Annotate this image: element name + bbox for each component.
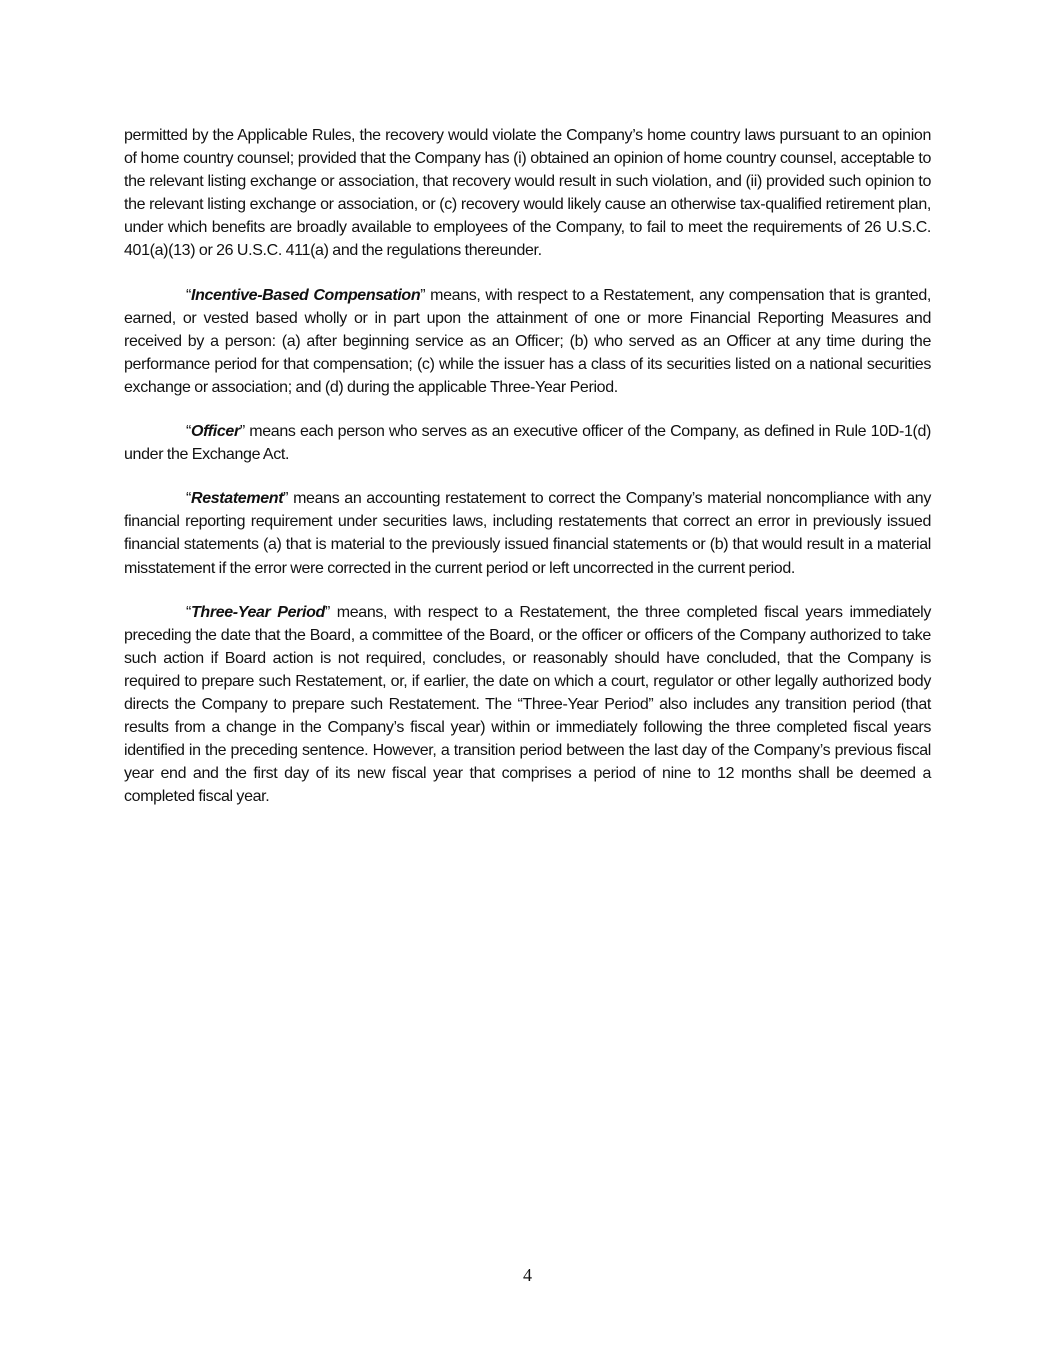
definition-body: means each person who serves as an executive officer of the Company, as defined in Rule 10D-1(d) under the Exchange Act.: [124, 423, 931, 464]
open-quote: “: [186, 423, 191, 441]
page-number: 4: [523, 1265, 532, 1285]
paragraph-applicable-rules: [124, 124, 931, 263]
definition-officer: [124, 420, 931, 466]
defined-term: Officer: [190, 423, 240, 441]
definition-three-year-period: [124, 601, 931, 809]
open-quote: “: [186, 286, 191, 304]
definition-incentive-based-compensation: [124, 284, 931, 399]
close-quote: ”: [239, 423, 245, 441]
close-quote: ”: [420, 286, 426, 304]
document-page: [124, 124, 931, 829]
definition-body: means an accounting restatement to correct the Company’s material noncompliance with any financial reporting requirement under securities laws, including restatements that correct an error in previously issued financial statements (a) that is material to the previously issued financial statements or (b) that would result in a material misstatement if the error were corrected in the current period or left uncorrected in the current period.: [124, 490, 931, 577]
defined-term: Three-Year Period: [190, 603, 325, 621]
open-quote: “: [186, 603, 191, 621]
definition-restatement: [124, 487, 931, 579]
defined-term: Incentive-Based Compensation: [190, 286, 421, 304]
defined-term: Restatement: [190, 490, 284, 508]
definition-body: means, with respect to a Restatement, the three completed fiscal years immediately preceding the date that the Board, a committee of the Board, or the officer or officers of the Company authorized to take such action if Board action is not required, concludes, or reasonably should have concluded, that the Company is required to prepare such Restatement, or, if earlier, the date on which a court, regulator or other legally authorized body directs the Company to prepare such Restatement. The “Three-Year Period” also includes any transition period (that results from a change in the Company’s fiscal year) within or immediately following the three completed fiscal years identified in the preceding sentence. However, a transition period between the last day of the Company’s previous fiscal year end and the first day of its new fiscal year that comprises a period of nine to 12 months shall be deemed a completed fiscal year.: [124, 603, 931, 806]
open-quote: “: [186, 490, 191, 508]
close-quote: ”: [283, 490, 289, 508]
close-quote: ”: [324, 603, 330, 621]
paragraph-body: permitted by the Applicable Rules, the recovery would violate the Company’s home country laws pursuant to an opinion of home country counsel; provided that the Company has (i) obtained an opinion of home country counsel, acceptable to the relevant listing exchange or association, that recovery would result in such violation, and (ii) provided such opinion to the relevant listing exchange or association, or (c) recovery would likely cause an otherwise tax-qualified retirement plan, under which benefits are broadly available to employees of the Company, to fail to meet the requirements of 26 U.S.C. 401(a)(13) or 26 U.S.C. 411(a) and the regulations thereunder.: [124, 127, 931, 260]
definition-body: means, with respect to a Restatement, any compensation that is granted, earned, or vested based wholly or in part upon the attainment of one or more Financial Reporting Measures and received by a person: (a) after beginning service as an Officer; (b) who served as an Officer at any time during the performance period for that compensation; (c) while the issuer has a class of its securities listed on a national securities exchange or association; and (d) during the applicable Three-Year Period.: [124, 286, 931, 396]
